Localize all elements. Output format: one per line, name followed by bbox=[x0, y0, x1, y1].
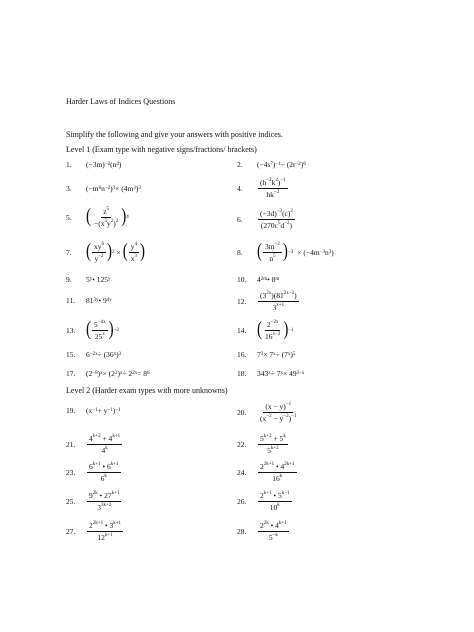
question-number: 1. bbox=[66, 160, 72, 169]
question-7 bbox=[66, 242, 145, 263]
question-number: 20. bbox=[237, 408, 247, 417]
question-number: 13. bbox=[66, 326, 76, 335]
question-number: 22. bbox=[237, 440, 247, 449]
question-number: 8. bbox=[237, 248, 243, 257]
fraction: $\frac{4^{k+2} + 4^{k+1}}{4^k}$ bbox=[89, 434, 121, 455]
question-number: 5. bbox=[66, 213, 72, 222]
question-number: 27. bbox=[66, 527, 76, 536]
question-9 bbox=[66, 275, 111, 284]
question-number: 10. bbox=[237, 275, 247, 284]
fraction: $\frac{(3^{2x})(81^{2x-3})}{3^{x+1}}$ bbox=[260, 291, 297, 312]
expression: ( $\frac{2^{-2x}}{16^{x-2}}$ ) −1 bbox=[257, 319, 294, 341]
question-17 bbox=[66, 369, 150, 378]
question-number: 2. bbox=[237, 160, 243, 169]
expression: ( $\frac{3m^{-2}}{n^5}$ ) −3 × (−4m −3 n 3 ) bbox=[257, 241, 334, 263]
level1-heading: Level 1 (Exam type with negative signs/fractions/ brackets) bbox=[66, 145, 257, 154]
question-number: 18. bbox=[237, 369, 247, 378]
expression: 343 x ÷ 7 x × 49 3−x bbox=[257, 369, 305, 378]
question-16 bbox=[237, 350, 295, 359]
question-number: 6. bbox=[237, 215, 243, 224]
question-number: 25. bbox=[66, 497, 76, 506]
question-number: 12. bbox=[237, 297, 247, 306]
question-19 bbox=[66, 406, 121, 415]
question-2 bbox=[237, 160, 306, 169]
question-26 bbox=[237, 491, 293, 512]
question-number: 21. bbox=[66, 440, 76, 449]
question-4 bbox=[237, 178, 289, 199]
expression: 7 3 × 7 x ÷ (7 x ) 5 bbox=[257, 350, 296, 359]
question-number: 14. bbox=[237, 326, 247, 335]
fraction: $\frac{9^{2k} • 27^{k+1}}{3^{3k+2}}$ bbox=[89, 491, 120, 512]
fraction: $\frac{6^{k+1} • 6^{k+1}}{6^k}$ bbox=[89, 462, 119, 483]
question-number: 19. bbox=[66, 406, 76, 415]
fraction: $\frac{2^{2k} • 4^{k+1}}{5^{-k}}$ bbox=[260, 521, 287, 542]
question-number: 9. bbox=[66, 275, 72, 284]
instructions: Simplify the following and give your answers with positive indices. bbox=[66, 130, 283, 139]
question-number: 3. bbox=[66, 184, 72, 193]
question-27 bbox=[66, 521, 124, 542]
question-number: 15. bbox=[66, 350, 76, 359]
fraction: $\frac{2^{2k+1} • 3^{k+1}}{12^{k+1}}$ bbox=[89, 521, 122, 542]
expression: (−4s 7 ) −1 ÷ (2r −2 ) 6 bbox=[257, 160, 306, 169]
page-title: Harder Laws of Indices Questions bbox=[66, 97, 176, 106]
question-number: 24. bbox=[237, 468, 247, 477]
question-8 bbox=[237, 242, 334, 263]
question-number: 23. bbox=[66, 468, 76, 477]
expression: ( $\frac{xy^6}{y^{-2}}$ ) 2 × ( $\frac{y^4}{x^3}$ ) bbox=[86, 241, 145, 263]
expression: (2 −8 ) x × (2 2 ) x ÷ 2 2x = 8 6 bbox=[86, 369, 150, 378]
question-12 bbox=[237, 291, 300, 312]
fraction: $\frac{2^{k+1} • 5^{k-1}}{10^k}$ bbox=[260, 491, 290, 512]
fraction: $\frac{(x - y)^{-1}}{(x^{-2} - y^{-2})^{-1}}$ bbox=[260, 402, 297, 423]
question-3 bbox=[66, 184, 141, 193]
expression: 6 −2x ÷ (36 x ) 3 bbox=[86, 350, 122, 359]
question-number: 17. bbox=[66, 369, 76, 378]
question-23 bbox=[66, 462, 122, 483]
question-24 bbox=[237, 462, 298, 483]
fraction: $\frac{(-3d)^{-3}(c)^2}{(270c^5d^{-2})}$ bbox=[260, 209, 293, 230]
fraction: $\frac{(h^{-2}k^2)^{-1}}{hk^{-2}}$ bbox=[260, 178, 286, 199]
question-28 bbox=[237, 521, 290, 542]
question-18 bbox=[237, 369, 304, 378]
level2-heading: Level 2 (Harder exam types with more unknowns) bbox=[66, 386, 228, 395]
question-number: 4. bbox=[237, 184, 243, 193]
fraction: $\frac{2^{2k+1} • 4^{2k+1}}{16^k}$ bbox=[260, 462, 295, 483]
question-6 bbox=[237, 209, 296, 230]
question-21 bbox=[66, 434, 123, 455]
question-11 bbox=[66, 296, 112, 305]
question-number: 7. bbox=[66, 248, 72, 257]
question-number: 16. bbox=[237, 350, 247, 359]
fraction: $\frac{5^{k+2} + 5^k}{5^{k+2}}$ bbox=[260, 434, 286, 455]
question-number: 11. bbox=[66, 296, 76, 305]
expression: (−m 6 n −2 ) 3 × (4m 3 ) 3 bbox=[86, 184, 141, 193]
expression: 4 2m • 8 m bbox=[257, 275, 280, 284]
question-14 bbox=[237, 320, 294, 341]
expression: 5 y • 125 y bbox=[86, 275, 111, 284]
expression: ( $\frac{z^5}{-(x^5y^2)^2}$ ) 4 bbox=[86, 206, 129, 228]
question-22 bbox=[237, 434, 289, 455]
question-number: 28. bbox=[237, 527, 247, 536]
expression: 81 3y • 9 4y bbox=[86, 296, 112, 305]
question-15 bbox=[66, 350, 121, 359]
question-5 bbox=[66, 207, 129, 228]
expression: (x −1 + y −1 ) −1 bbox=[86, 406, 121, 415]
question-number: 26. bbox=[237, 497, 247, 506]
expression: (−3m) −2 (n 4 ) bbox=[86, 160, 122, 169]
question-20 bbox=[237, 402, 299, 423]
expression: ( $\frac{5^{-4x}}{25^x}$ ) −2 bbox=[86, 319, 119, 341]
question-10 bbox=[237, 275, 279, 284]
question-13 bbox=[66, 320, 119, 341]
question-25 bbox=[66, 491, 122, 512]
question-1 bbox=[66, 160, 121, 169]
